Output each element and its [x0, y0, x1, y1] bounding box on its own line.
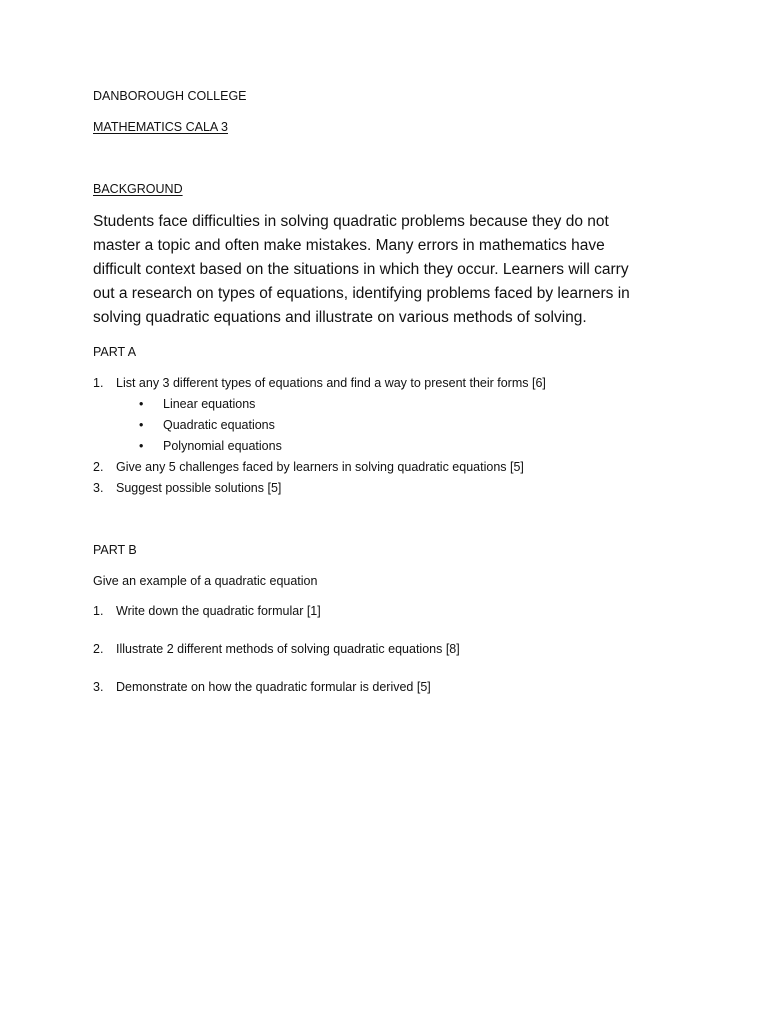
- part-b-item-number: 3.: [93, 680, 104, 694]
- background-line: difficult context based on the situations in which they occur. Learners will carry: [93, 261, 629, 278]
- background-paragraph: [93, 210, 693, 330]
- background-line: solving quadratic equations and illustrate on various methods of solving.: [93, 309, 587, 326]
- bullet-icon: •: [139, 439, 144, 453]
- bullet-item: Polynomial equations: [163, 439, 282, 453]
- background-line: out a research on types of equations, identifying problems faced by learners in: [93, 285, 630, 302]
- part-b-intro: Give an example of a quadratic equation: [93, 574, 318, 588]
- background-line: master a topic and often make mistakes. Many errors in mathematics have: [93, 237, 605, 254]
- part-a-item-number: 1.: [93, 376, 104, 390]
- part-b-item-text: Write down the quadratic formular [1]: [116, 604, 321, 618]
- part-a-item-text: Give any 5 challenges faced by learners in solving quadratic equations [5]: [116, 460, 524, 474]
- part-a-item-text: Suggest possible solutions [5]: [116, 481, 282, 495]
- part-a-heading: PART A: [93, 345, 137, 359]
- part-a-item-number: 2.: [93, 460, 104, 474]
- bullet-item: Linear equations: [163, 397, 256, 411]
- part-a-item-text: List any 3 different types of equations and find a way to present their forms [6]: [116, 376, 546, 390]
- part-b-item-number: 2.: [93, 642, 104, 656]
- bullet-item: Quadratic equations: [163, 418, 275, 432]
- part-a-item-number: 3.: [93, 481, 104, 495]
- course-title: MATHEMATICS CALA 3: [93, 120, 228, 134]
- part-b-item-text: Illustrate 2 different methods of solving quadratic equations [8]: [116, 642, 460, 656]
- background-line: Students face difficulties in solving quadratic problems because they do not: [93, 213, 609, 230]
- college-name: DANBOROUGH COLLEGE: [93, 89, 247, 103]
- background-heading: BACKGROUND: [93, 182, 183, 196]
- part-b-item-number: 1.: [93, 604, 104, 618]
- part-b-heading: PART B: [93, 543, 137, 557]
- bullet-icon: •: [139, 418, 144, 432]
- part-b-item-text: Demonstrate on how the quadratic formular is derived [5]: [116, 680, 431, 694]
- bullet-icon: •: [139, 397, 144, 411]
